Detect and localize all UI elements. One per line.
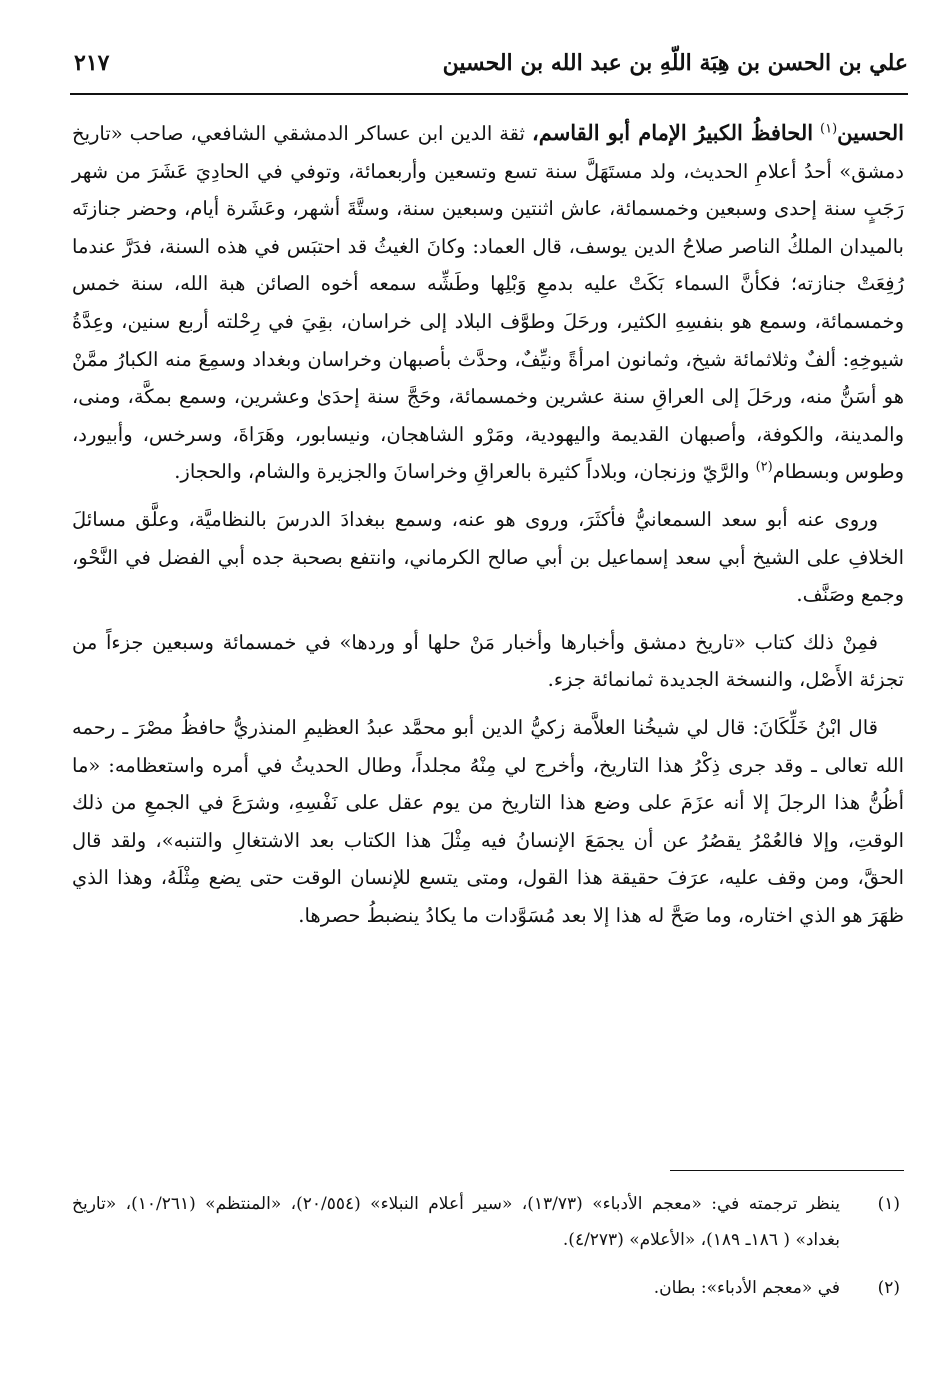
page-number: ٢١٧: [74, 50, 110, 76]
footnote-divider: [670, 1170, 904, 1171]
biography-text-end: والرَّيّ وزنجان، وبلاداً كثيرة بالعراقِ وخراسانَ والجزيرة والشام، والحجاز.: [174, 460, 750, 484]
main-text: [72, 114, 904, 934]
running-title: علي بن الحسن بن هِبَة اللّهِ بن عبد الله بن الحسين: [442, 50, 908, 76]
paragraph-students: وروى عنه أبو سعد السمعانيُّ فأكثَرَ، وروى هو عنه، وسمع ببغدادَ الدرسَ بالنظاميَّة، وعلَّق مسائلَ الخلافِ على الشيخ أبي سعد إسماعيل بن أبي صالح الكرماني، وانتفع بصحبة جده أبي الفضل في النَّحْو، وجمع وصَنَّف.: [72, 507, 904, 607]
subject-name: الحسين: [837, 120, 905, 145]
footnote-number: (١): [877, 1194, 900, 1214]
footnote-text: في «معجم الأدباء»: بطان.: [653, 1278, 840, 1298]
footnote-1: [72, 1186, 904, 1258]
footnotes: [72, 1186, 904, 1306]
header-divider: [70, 93, 908, 95]
footnote-number: (٢): [877, 1278, 900, 1298]
paragraph-biography: [72, 114, 904, 491]
paragraph-quote: قال ابْنُ خَلِّكَانَ: قال لي شيخُنا العلاَّمة زكيُّ الدين أبو محمَّد عبدُ العظيمِ المنذريُّ حافظُ مصْرَ ـ رحمه الله تعالى ـ وقد جرى ذِكْرُ هذا التاريخ، وأخرج لي مِنْهُ مجلداً، وطال الحديثُ في أمره واستعظامه: «ما أظُنُّ هذا الرجلَ إلا أنه عزَمَ على وضع هذا التاريخ من يوم عقل على نَفْسِهِ، وشرَعَ في الجمعِ من ذلك الوقتِ، وإلا فالعُمْرُ يقصُرُ عن أن يجمَعَ الإنسانُ فيه مِثْلَ هذا الكتاب بعد الاشتغالِ والتنبه»، ولقد قال الحقَّ، ومن وقف عليه، عرَفَ حقيقة هذا القول، ومتى يتسع للإنسان الوقت حتى يضع مِثْلَهُ، وهذا الذي ظهَرَ هو الذي اختاره، وما صَحَّ له هذا إلا بعد مُسَوَّدات ما يكادُ ينضبطُ حصرها.: [72, 715, 904, 927]
subject-title: الحافظُ الكبيرُ الإمام أبو القاسم،: [531, 120, 814, 145]
page-header: [68, 42, 908, 94]
footnote-ref-1[interactable]: (١): [820, 121, 838, 137]
footnote-text: ينظر ترجمته في: «معجم الأدباء» (١٣/٧٣)، «سير أعلام النبلاء» (٢٠/٥٥٤)، «المنتظم» (١٠/٢٦١)، «تاريخ بغداد» ( ١٨٦ـ ١٨٩)، «الأعلام» (٤/٢٧٣).: [72, 1194, 840, 1250]
footnote-2: [72, 1270, 904, 1306]
biography-text: ثقة الدين ابن عساكر الدمشقي الشافعي، صاحب «تاريخ دمشق» أحدُ أعلامِ الحديث، ولد مستَهَلَّ سنة تسع وتسعين وأربعمائة، وتوفي في الحادِيَ عَشَرَ من شهر رَجَبٍ سنة إحدى وسبعين وخمسمائة، عاش اثنتين وسبعين سنة، وستَّةَ أشهر، وعَشَرة أيام، وحضر جنازتَه بالميدان الملكُ الناصر صلاحُ الدين يوسف، قال العماد: وكانَ الغيثُ قد احتبَس في هذه السنة، فدَرَّ عندما رُفِعَتْ جنازته؛ فكأنَّ السماء بَكَتْ عليه بدمعِ وَبْلِها وطَشِّه سمعه أخوه الصائن هبة الله، سنة خمس وخمسمائة، وسمع هو بنفسِهِ الكثير، ورحَلَ وطوَّف البلاد إلى خراسان، بقِيَ في رِحْلته أربع سنين، وعِدَّةُ شيوخِهِ: ألفٌ وثلاثمائة شيخ، وثمانون امرأةً ونيِّفٌ، وحدَّث بأصبهان وخراسان وبغداد وسمِعَ منه الكبارُ ممَّنْ هو أسَنُّ منه، ورحَلَ إلى العراقِ سنة عشرين وخمسمائة، وحَجَّ سنة إحدَىٰ وعشرين، وسمع بمكَّة، ومنى، والمدينة، والكوفة، وأصبهان القديمة واليهودية، ومَرْو الشاهجان، ونيسابور، وهَرَاةَ، وسرخس، وأبيورد، وطوس وبسطام: [72, 122, 904, 484]
footnote-ref-2[interactable]: (٢): [755, 459, 773, 475]
paragraph-works: فمِنْ ذلك كتاب «تاريخ دمشق وأخبارها وأخبار مَنْ حلها أو وردها» في خمسمائة وسبعين جزءاً من تجزئة الأَصْل، والنسخة الجديدة ثمانمائة جزء.: [72, 630, 904, 692]
